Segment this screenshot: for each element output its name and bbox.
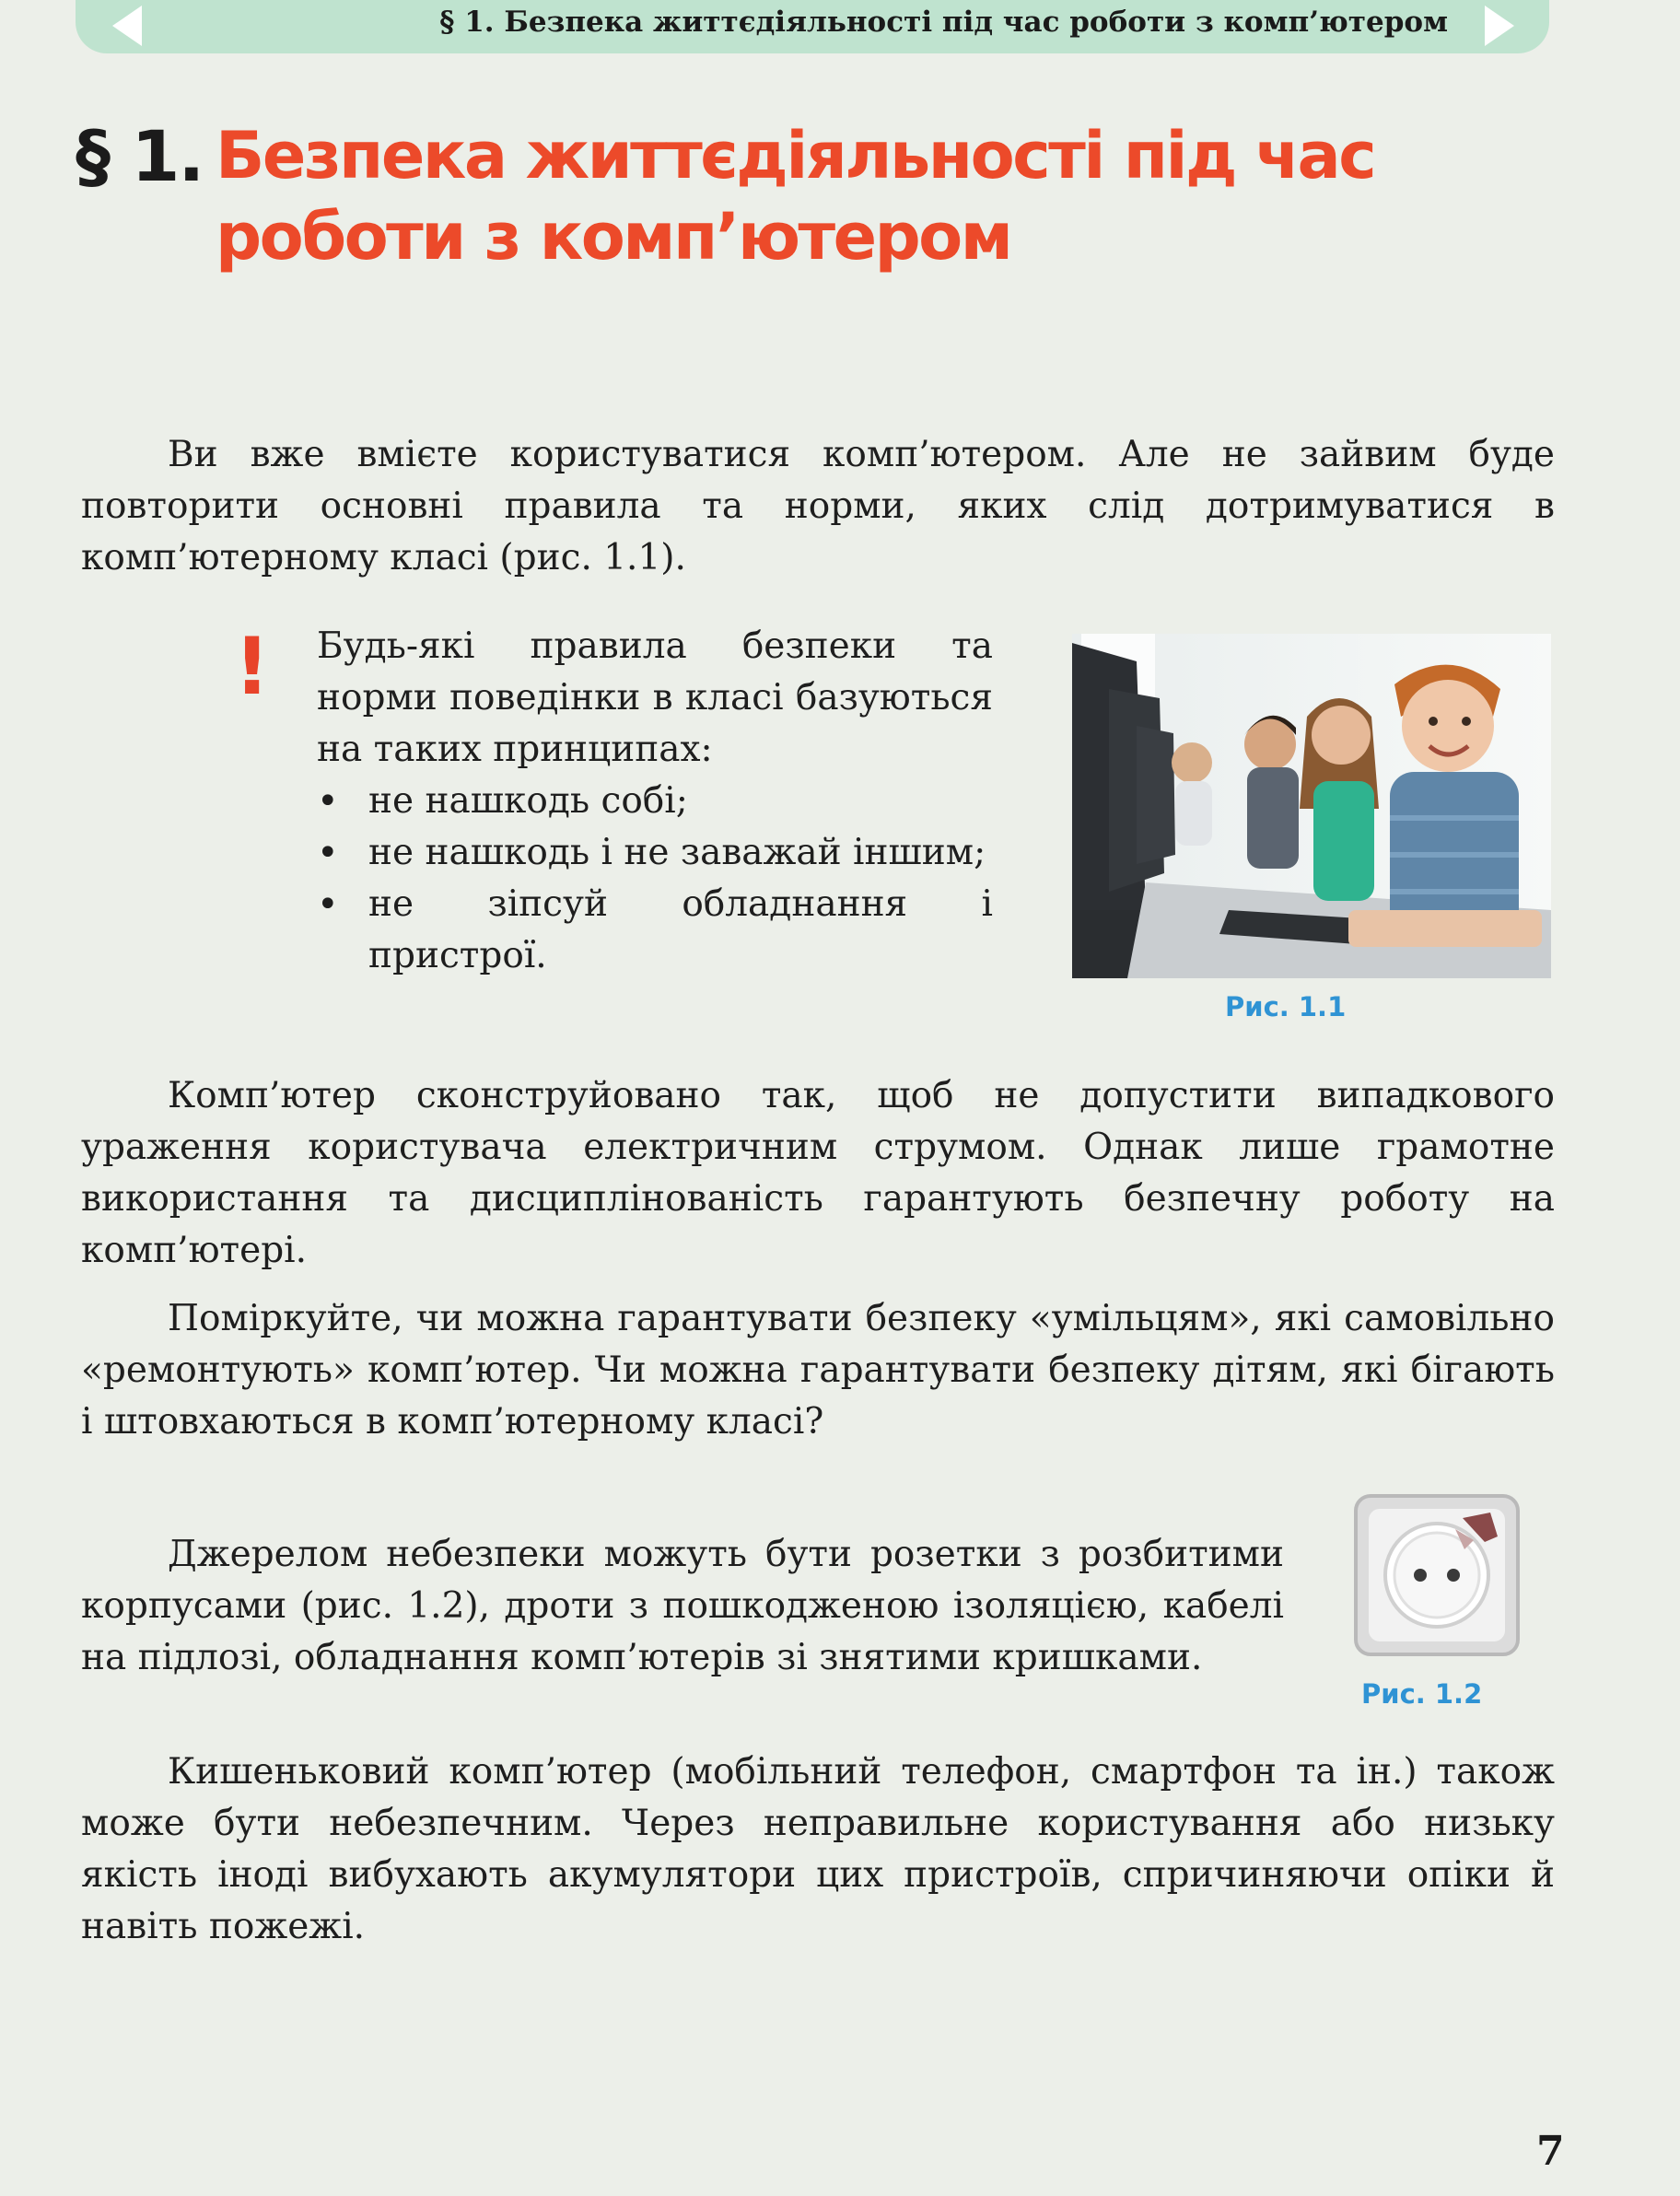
list-item: • не зіпсуй обладнання і пристрої. bbox=[317, 879, 993, 982]
section-number: § 1. bbox=[76, 115, 204, 197]
list-item: • не нашкодь і не заважай іншим; bbox=[317, 827, 993, 879]
children-at-computers-illustration bbox=[1072, 634, 1551, 978]
paragraph-danger-sources: Джерелом небезпеки можуть бути розетки з розбитими корпусами (рис. 1.2), дроти з пошкодженою ізоляцією, кабелі на підлозі, обладнання комп’ютерів зі знятими кришками. bbox=[81, 1534, 1284, 1678]
list-item: • не нашкодь собі; bbox=[317, 776, 993, 827]
socket-icon bbox=[1352, 1492, 1522, 1658]
principles-note bbox=[317, 621, 993, 982]
principles-list bbox=[317, 776, 993, 982]
exclamation-icon: ! bbox=[234, 621, 271, 713]
running-header-title: § 1. Безпека життєдіяльності під час роботи з комп’ютером bbox=[439, 6, 1448, 39]
paragraph-think: Поміркуйте, чи можна гарантувати безпеку «умільцям», які самовільно «ремонтують» комп’ютер. Чи можна гарантувати безпеку дітям, які бігають і штовхаються в комп’ютерному класі? bbox=[81, 1298, 1555, 1443]
triangle-right-icon bbox=[1485, 6, 1514, 46]
triangle-left-icon bbox=[112, 6, 142, 46]
page-number: 7 bbox=[1536, 2128, 1565, 2175]
principles-lead: Будь-які правила безпеки та норми поведінки в класі базуються на таких принципах: bbox=[317, 625, 993, 770]
figure-1-2-caption: Рис. 1.2 bbox=[1361, 1678, 1483, 1710]
figure-broken-socket bbox=[1352, 1492, 1522, 1658]
paragraph-intro: Ви вже вмієте користуватися комп’ютером. Але не зайвим буде повторити основні правила та норми, яких слід дотримуватися в комп’ютерному класі (рис. 1.1). bbox=[81, 434, 1555, 578]
figure-children-at-computers bbox=[1072, 634, 1551, 978]
paragraph-pocket-computer: Кишеньковий комп’ютер (мобільний телефон, смартфон та ін.) також може бути небезпечним. Через неправильне користування або низьку якість іноді вибухають акумулятори цих пристроїв, спричиняючи опіки й навіть пожежі. bbox=[81, 1751, 1555, 1947]
running-header bbox=[76, 0, 1549, 53]
figure-1-1-caption: Рис. 1.1 bbox=[1225, 991, 1347, 1022]
paragraph-computer-design: Комп’ютер сконструйовано так, щоб не допустити випадкового ураження користувача електричним струмом. Однак лише грамотне використання та дисциплінованість гарантують безпечну роботу на комп’ютері. bbox=[81, 1075, 1555, 1271]
section-title: Безпека життєдіяльності під час роботи з комп’ютером bbox=[216, 118, 1375, 274]
